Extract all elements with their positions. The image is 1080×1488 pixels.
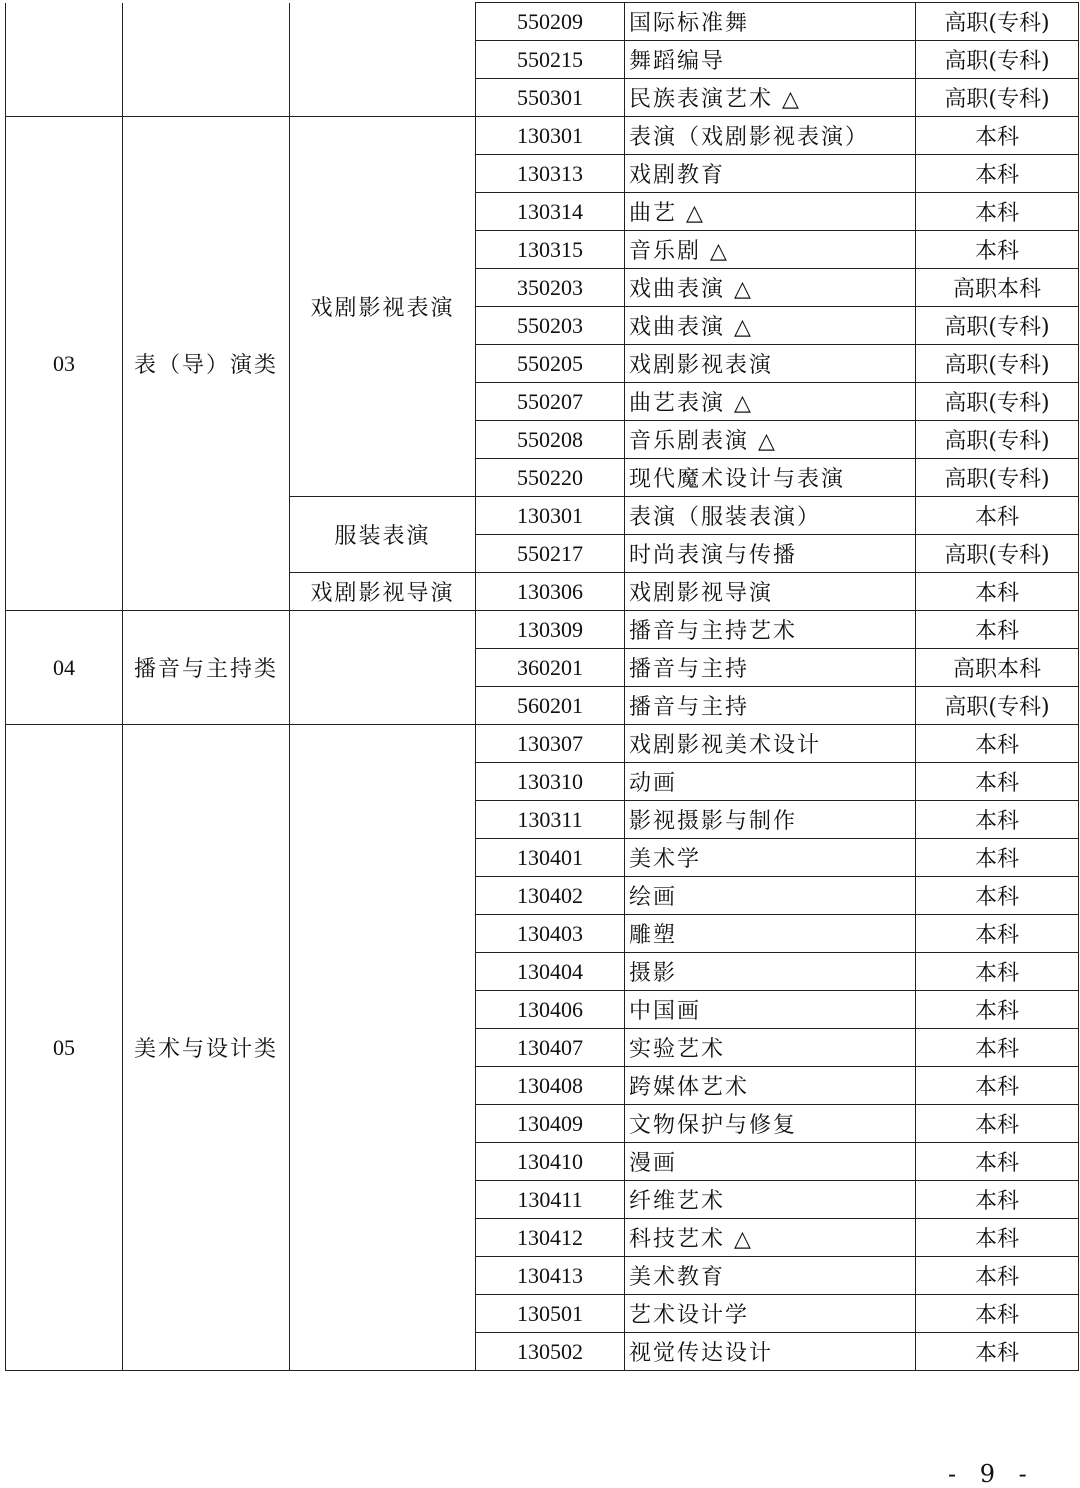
education-level: 本科	[916, 1029, 1079, 1067]
education-level: 本科	[916, 1181, 1079, 1219]
page-number: - 9 -	[948, 1460, 1035, 1488]
major-name: 戏剧影视导演	[625, 573, 916, 611]
major-catalog-table	[5, 2, 1079, 1371]
major-code: 550209	[476, 3, 625, 41]
education-level: 本科	[916, 1143, 1079, 1181]
subcategory-name	[290, 3, 476, 117]
major-code: 130411	[476, 1181, 625, 1219]
category-code: 03	[6, 117, 123, 611]
major-name: 动画	[625, 763, 916, 801]
education-level: 高职(专科)	[916, 535, 1079, 573]
major-name: 绘画	[625, 877, 916, 915]
category-name: 播音与主持类	[123, 611, 290, 725]
major-name: 摄影	[625, 953, 916, 991]
major-code: 130315	[476, 231, 625, 269]
table-row	[6, 117, 1079, 155]
major-name: 播音与主持艺术	[625, 611, 916, 649]
major-code: 130307	[476, 725, 625, 763]
major-name: 舞蹈编导	[625, 41, 916, 79]
major-name: 漫画	[625, 1143, 916, 1181]
education-level: 本科	[916, 611, 1079, 649]
education-level: 高职(专科)	[916, 79, 1079, 117]
major-code: 550215	[476, 41, 625, 79]
major-name: 音乐剧表演 △	[625, 421, 916, 459]
education-level: 本科	[916, 1295, 1079, 1333]
major-name: 文物保护与修复	[625, 1105, 916, 1143]
major-name: 跨媒体艺术	[625, 1067, 916, 1105]
category-code: 05	[6, 725, 123, 1371]
education-level: 高职(专科)	[916, 345, 1079, 383]
major-code: 130314	[476, 193, 625, 231]
major-code: 130502	[476, 1333, 625, 1371]
education-level: 本科	[916, 155, 1079, 193]
category-code: 04	[6, 611, 123, 725]
education-level: 本科	[916, 725, 1079, 763]
major-code: 130404	[476, 953, 625, 991]
table-row	[6, 725, 1079, 763]
education-level: 本科	[916, 1257, 1079, 1295]
subcategory-name: 戏剧影视表演	[290, 117, 476, 497]
education-level: 本科	[916, 231, 1079, 269]
major-name: 影视摄影与制作	[625, 801, 916, 839]
major-name: 雕塑	[625, 915, 916, 953]
subcategory-name: 戏剧影视导演	[290, 573, 476, 611]
education-level: 本科	[916, 991, 1079, 1029]
major-name: 中国画	[625, 991, 916, 1029]
education-level: 本科	[916, 877, 1079, 915]
major-code: 130407	[476, 1029, 625, 1067]
major-name: 美术学	[625, 839, 916, 877]
major-name: 美术教育	[625, 1257, 916, 1295]
major-name: 戏剧影视表演	[625, 345, 916, 383]
education-level: 高职(专科)	[916, 3, 1079, 41]
major-name: 国际标准舞	[625, 3, 916, 41]
education-level: 本科	[916, 1219, 1079, 1257]
major-code: 130410	[476, 1143, 625, 1181]
category-name	[123, 3, 290, 117]
major-code: 130301	[476, 117, 625, 155]
major-code: 130313	[476, 155, 625, 193]
major-name: 艺术设计学	[625, 1295, 916, 1333]
subcategory-name	[290, 725, 476, 1371]
major-name: 播音与主持	[625, 687, 916, 725]
subcategory-name: 服装表演	[290, 497, 476, 573]
major-code: 130402	[476, 877, 625, 915]
education-level: 高职(专科)	[916, 421, 1079, 459]
major-code: 350203	[476, 269, 625, 307]
education-level: 本科	[916, 1067, 1079, 1105]
major-code: 360201	[476, 649, 625, 687]
major-code: 130301	[476, 497, 625, 535]
education-level: 本科	[916, 497, 1079, 535]
major-name: 科技艺术 △	[625, 1219, 916, 1257]
education-level: 高职(专科)	[916, 41, 1079, 79]
major-code: 550208	[476, 421, 625, 459]
education-level: 本科	[916, 801, 1079, 839]
major-name: 现代魔术设计与表演	[625, 459, 916, 497]
major-code: 130401	[476, 839, 625, 877]
education-level: 本科	[916, 1105, 1079, 1143]
major-name: 曲艺表演 △	[625, 383, 916, 421]
major-code: 130309	[476, 611, 625, 649]
education-level: 本科	[916, 839, 1079, 877]
major-name: 表演（戏剧影视表演）	[625, 117, 916, 155]
major-code: 130408	[476, 1067, 625, 1105]
education-level: 高职本科	[916, 269, 1079, 307]
education-level: 本科	[916, 193, 1079, 231]
major-name: 实验艺术	[625, 1029, 916, 1067]
education-level: 本科	[916, 953, 1079, 991]
education-level: 本科	[916, 117, 1079, 155]
education-level: 高职(专科)	[916, 459, 1079, 497]
major-name: 民族表演艺术 △	[625, 79, 916, 117]
major-name: 戏剧教育	[625, 155, 916, 193]
major-name: 表演（服装表演）	[625, 497, 916, 535]
education-level: 高职(专科)	[916, 307, 1079, 345]
category-code	[6, 3, 123, 117]
major-code: 130311	[476, 801, 625, 839]
table-row	[6, 611, 1079, 649]
education-level: 高职(专科)	[916, 687, 1079, 725]
major-name: 戏曲表演 △	[625, 307, 916, 345]
education-level: 本科	[916, 763, 1079, 801]
major-code: 550217	[476, 535, 625, 573]
major-code: 130412	[476, 1219, 625, 1257]
education-level: 本科	[916, 915, 1079, 953]
major-code: 130310	[476, 763, 625, 801]
major-name: 曲艺 △	[625, 193, 916, 231]
category-name: 美术与设计类	[123, 725, 290, 1371]
major-code: 130403	[476, 915, 625, 953]
major-code: 130501	[476, 1295, 625, 1333]
major-code: 130406	[476, 991, 625, 1029]
major-code: 130306	[476, 573, 625, 611]
table-row	[6, 3, 1079, 41]
major-code: 550207	[476, 383, 625, 421]
subcategory-name	[290, 611, 476, 725]
major-code: 550301	[476, 79, 625, 117]
major-name: 音乐剧 △	[625, 231, 916, 269]
category-name: 表（导）演类	[123, 117, 290, 611]
major-name: 视觉传达设计	[625, 1333, 916, 1371]
major-name: 时尚表演与传播	[625, 535, 916, 573]
education-level: 本科	[916, 573, 1079, 611]
major-name: 纤维艺术	[625, 1181, 916, 1219]
major-code: 550203	[476, 307, 625, 345]
major-code: 550205	[476, 345, 625, 383]
major-code: 130409	[476, 1105, 625, 1143]
major-name: 戏剧影视美术设计	[625, 725, 916, 763]
education-level: 高职(专科)	[916, 383, 1079, 421]
education-level: 本科	[916, 1333, 1079, 1371]
education-level: 高职本科	[916, 649, 1079, 687]
major-name: 戏曲表演 △	[625, 269, 916, 307]
major-code: 550220	[476, 459, 625, 497]
major-code: 130413	[476, 1257, 625, 1295]
major-code: 560201	[476, 687, 625, 725]
major-name: 播音与主持	[625, 649, 916, 687]
